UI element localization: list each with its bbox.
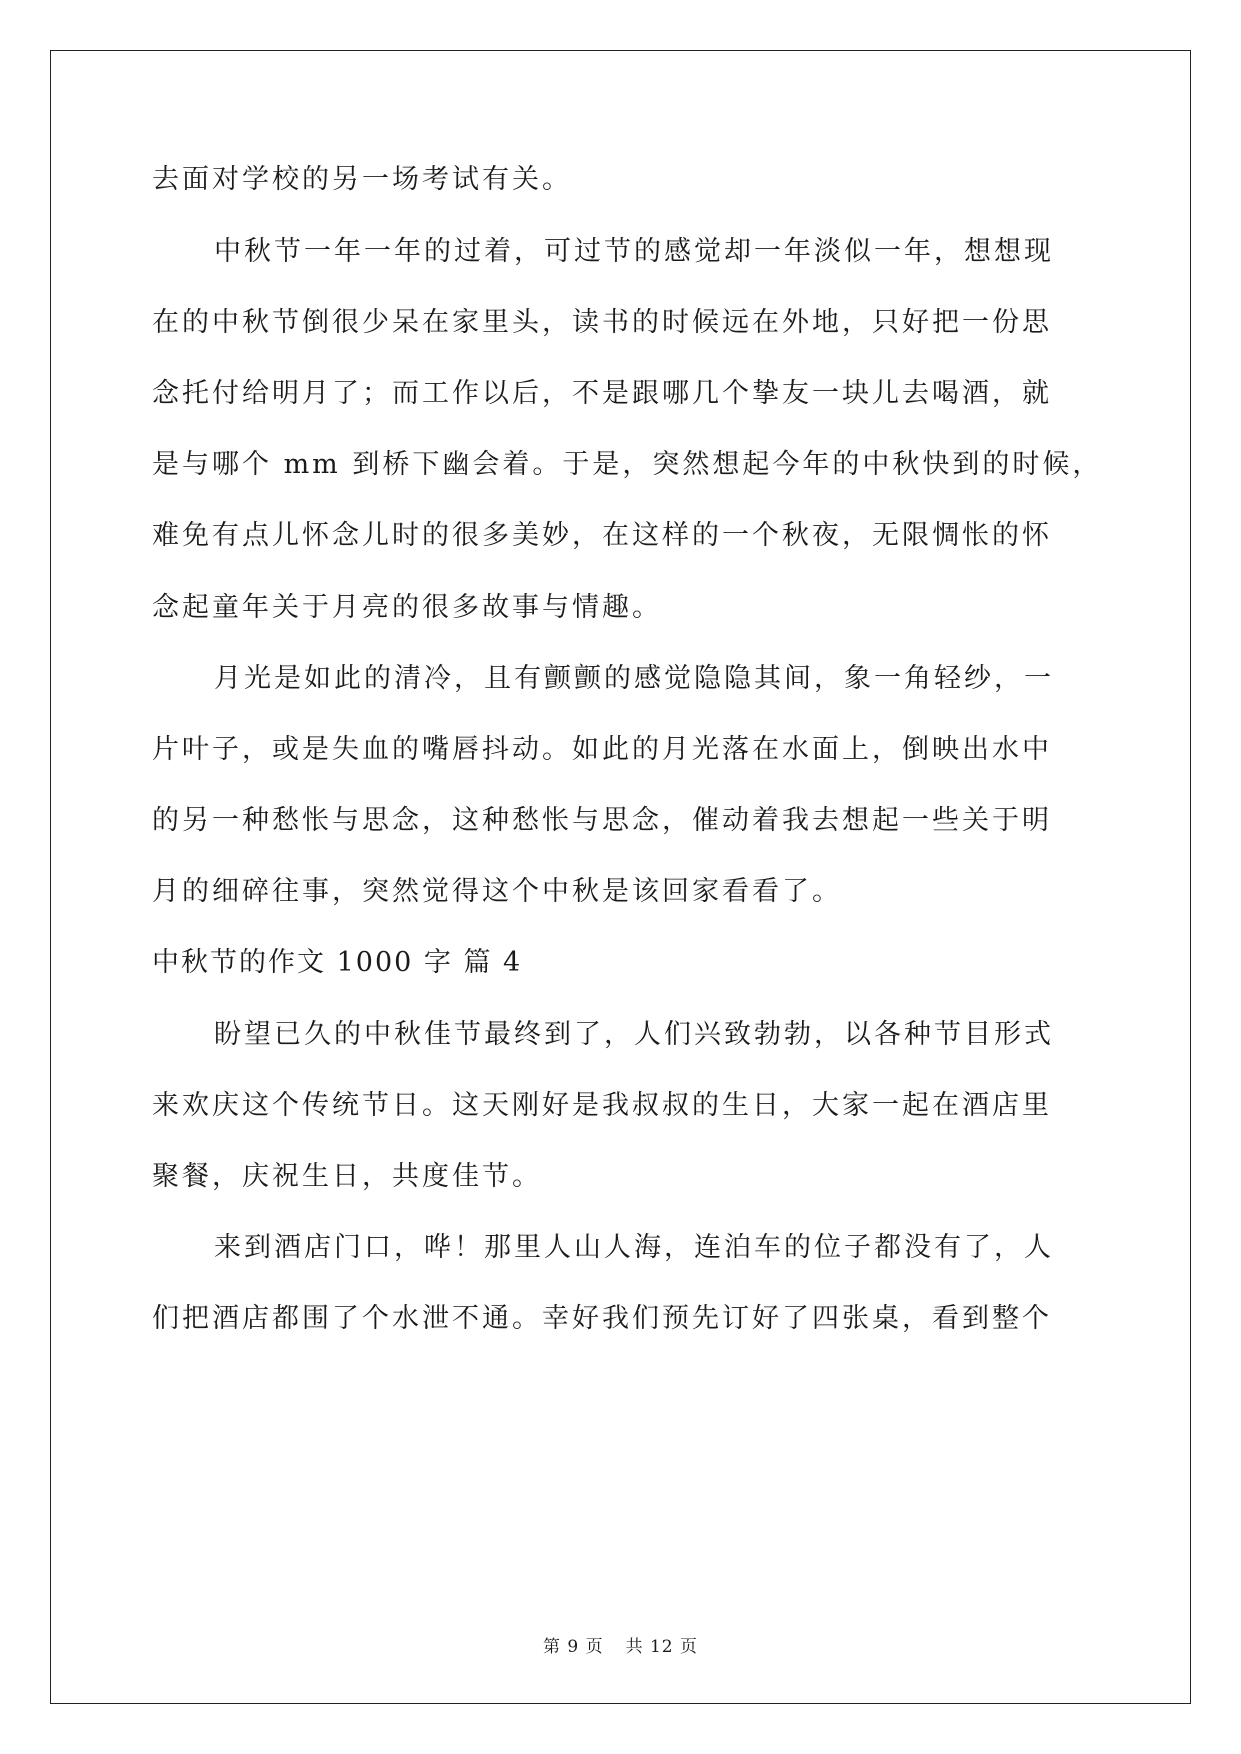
text-line: 念起童年关于月亮的很多故事与情趣。 [152, 592, 662, 623]
text-line: 盼望已久的中秋佳节最终到了，人们兴致勃勃，以各种节目形式 [214, 1019, 1054, 1050]
text-line: 难免有点儿怀念儿时的很多美妙，在这样的一个秋夜，无限惆怅的怀 [152, 520, 1052, 551]
text-line: 月的细碎往事，突然觉得这个中秋是该回家看看了。 [152, 876, 842, 907]
text-line: 去面对学校的另一场考试有关。 [152, 164, 572, 195]
text-line: 中秋节一年一年的过着，可过节的感觉却一年淡似一年，想想现 [214, 236, 1054, 267]
page-total: 共 12 页 [625, 1637, 699, 1657]
page-footer [0, 1632, 1241, 1657]
text-line: 片叶子，或是失血的嘴唇抖动。如此的月光落在水面上，倒映出水中 [152, 734, 1052, 765]
text-line: 念托付给明月了；而工作以后，不是跟哪几个挚友一块儿去喝酒，就 [152, 378, 1052, 409]
text-line: 来到酒店门口，哗！那里人山人海，连泊车的位子都没有了，人 [214, 1232, 1054, 1263]
text-line: 是与哪个 mm 到桥下幽会着。于是，突然想起今年的中秋快到的时候， [152, 449, 1103, 480]
page-number: 第 9 页 [542, 1637, 604, 1657]
text-line: 月光是如此的清冷，且有颤颤的感觉隐隐其间，象一角轻纱，一 [214, 663, 1054, 694]
text-line: 聚餐，庆祝生日，共度佳节。 [152, 1161, 542, 1192]
text-line: 在的中秋节倒很少呆在家里头，读书的时候远在外地，只好把一份思 [152, 307, 1052, 338]
section-heading: 中秋节的作文 1000 字 篇 4 [152, 947, 523, 978]
text-line: 的另一种愁怅与思念，这种愁怅与思念，催动着我去想起一些关于明 [152, 805, 1052, 836]
text-line: 们把酒店都围了个水泄不通。幸好我们预先订好了四张桌，看到整个 [152, 1303, 1052, 1334]
text-line: 来欢庆这个传统节日。这天刚好是我叔叔的生日，大家一起在酒店里 [152, 1090, 1052, 1121]
